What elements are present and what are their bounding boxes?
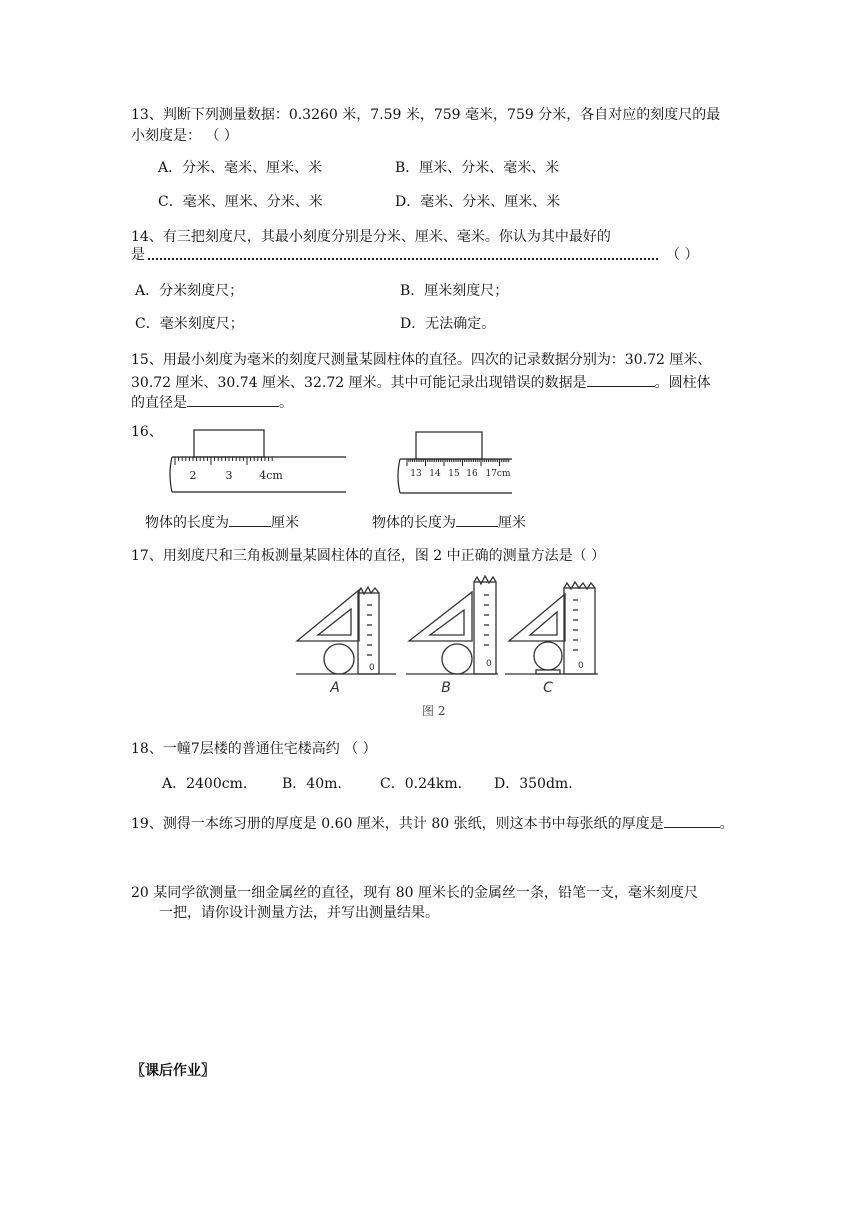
q14-option-a: A．分米刻度尺； [135,283,244,299]
q15-line3-text: 的直径是 [131,395,187,411]
method-c-zero: 0 [578,661,584,671]
q14-option-c: C．毫米刻度尺； [135,316,244,332]
q15-line2 [131,374,711,390]
homework-heading: 〖课后作业〗 [131,1063,215,1079]
method-a-drawing [296,587,396,674]
q16-answer-1-text: 物体的长度为 [145,515,229,531]
q18-option-a: A．2400cm. [162,776,248,792]
q20-line2: 一把，请你设计测量方法，并写出测量结果。 [159,905,439,921]
q16-answer-1-unit: 厘米 [271,515,299,531]
ruler2-label-15: 15 [448,469,460,479]
q14-option-d: D．无法确定。 [400,316,496,332]
q14-option-b: B．厘米刻度尺； [400,283,509,299]
method-b-zero: 0 [486,659,492,669]
ruler1-object [194,430,264,457]
q19-end: 。 [719,816,734,832]
q15-line2-end: 。圆柱体 [654,375,711,391]
ruler2-label-13: 13 [410,469,422,479]
ruler1-label-2: 2 [189,469,197,482]
ruler2-label-17cm: 17cm [485,469,511,479]
q16-answer-2-text: 物体的长度为 [372,515,456,531]
figure-2-caption: 图 2 [422,704,446,718]
method-a-label: A [330,680,340,696]
q13-option-a: A．分米、毫米、厘米、米 [158,160,323,176]
q16-answer-2-blank[interactable] [456,514,498,527]
ruler1-label-3: 3 [225,469,233,482]
q18-option-d: D．350dm. [494,776,573,792]
q13-option-d: D．毫米、分米、厘米、米 [395,194,561,210]
q14-leader-dots [148,258,658,260]
ruler2-label-16: 16 [466,469,478,479]
q13-option-b: B．厘米、分米、毫米、米 [395,160,560,176]
method-c-label: C [543,680,553,696]
q19-answer-blank[interactable] [664,815,720,828]
q15-answer-blank-2[interactable] [187,394,279,407]
ruler2-object [416,432,482,459]
q15-line3-end: 。 [279,395,293,411]
q13-line1: 13、判断下列测量数据：0.3260 米，7.59 米，759 毫米，759 分米，各自对应的刻度尺的最 [131,107,721,123]
q13-line2: 小刻度是： （ ） [131,128,238,144]
q17-text: 17、用刻度尺和三角板测量某圆柱体的直径，图 2 中正确的测量方法是（ ） [131,548,606,564]
q18-option-c: C．0.24km. [380,776,463,792]
method-a-zero: 0 [369,663,375,673]
q19-line [131,815,734,831]
q16-answer-2 [372,514,526,530]
ruler2-label-14: 14 [429,469,441,479]
q19-text: 19、测得一本练习册的厚度是 0.60 厘米，共计 80 张纸，则这本书中每张纸的厚度是 [131,816,664,832]
q18-text: 18、一幢7层楼的普通住宅楼高约 （ ） [131,741,377,757]
q14-line2-end: （ ） [666,247,699,263]
q18-option-b: B．40m. [282,776,342,792]
method-b-drawing [406,576,498,674]
q14-line2-start: 是 [131,247,145,263]
q16-answer-1-blank[interactable] [229,514,271,527]
method-b-label: B [441,680,451,696]
ruler2-ticks [407,459,509,466]
ruler1-ticks [175,457,272,465]
q16-number: 16、 [131,424,163,440]
q15-line3 [131,394,293,410]
q15-answer-blank-1[interactable] [587,374,655,387]
method-c-drawing [505,582,598,674]
ruler1-label-4cm: 4cm [259,469,283,482]
q16-answer-1 [145,514,299,530]
q13-option-c: C．毫米、厘米、分米、米 [158,194,323,210]
q14-line1: 14、有三把刻度尺，其最小刻度分别是分米、厘米、毫米。你认为其中最好的 [131,229,611,245]
q15-line1: 15、用最小刻度为毫米的刻度尺测量某圆柱体的直径。四次的记录数据分别为：30.72 厘米、 [131,352,712,368]
q15-line2-text: 30.72 厘米、30.74 厘米、32.72 厘米。其中可能记录出现错误的数据是 [131,375,587,391]
q16-answer-2-unit: 厘米 [498,515,526,531]
q20-line1: 20 某同学欲测量一细金属丝的直径，现有 80 厘米长的金属丝一条，铅笔一支，毫米刻度尺 [131,885,698,901]
